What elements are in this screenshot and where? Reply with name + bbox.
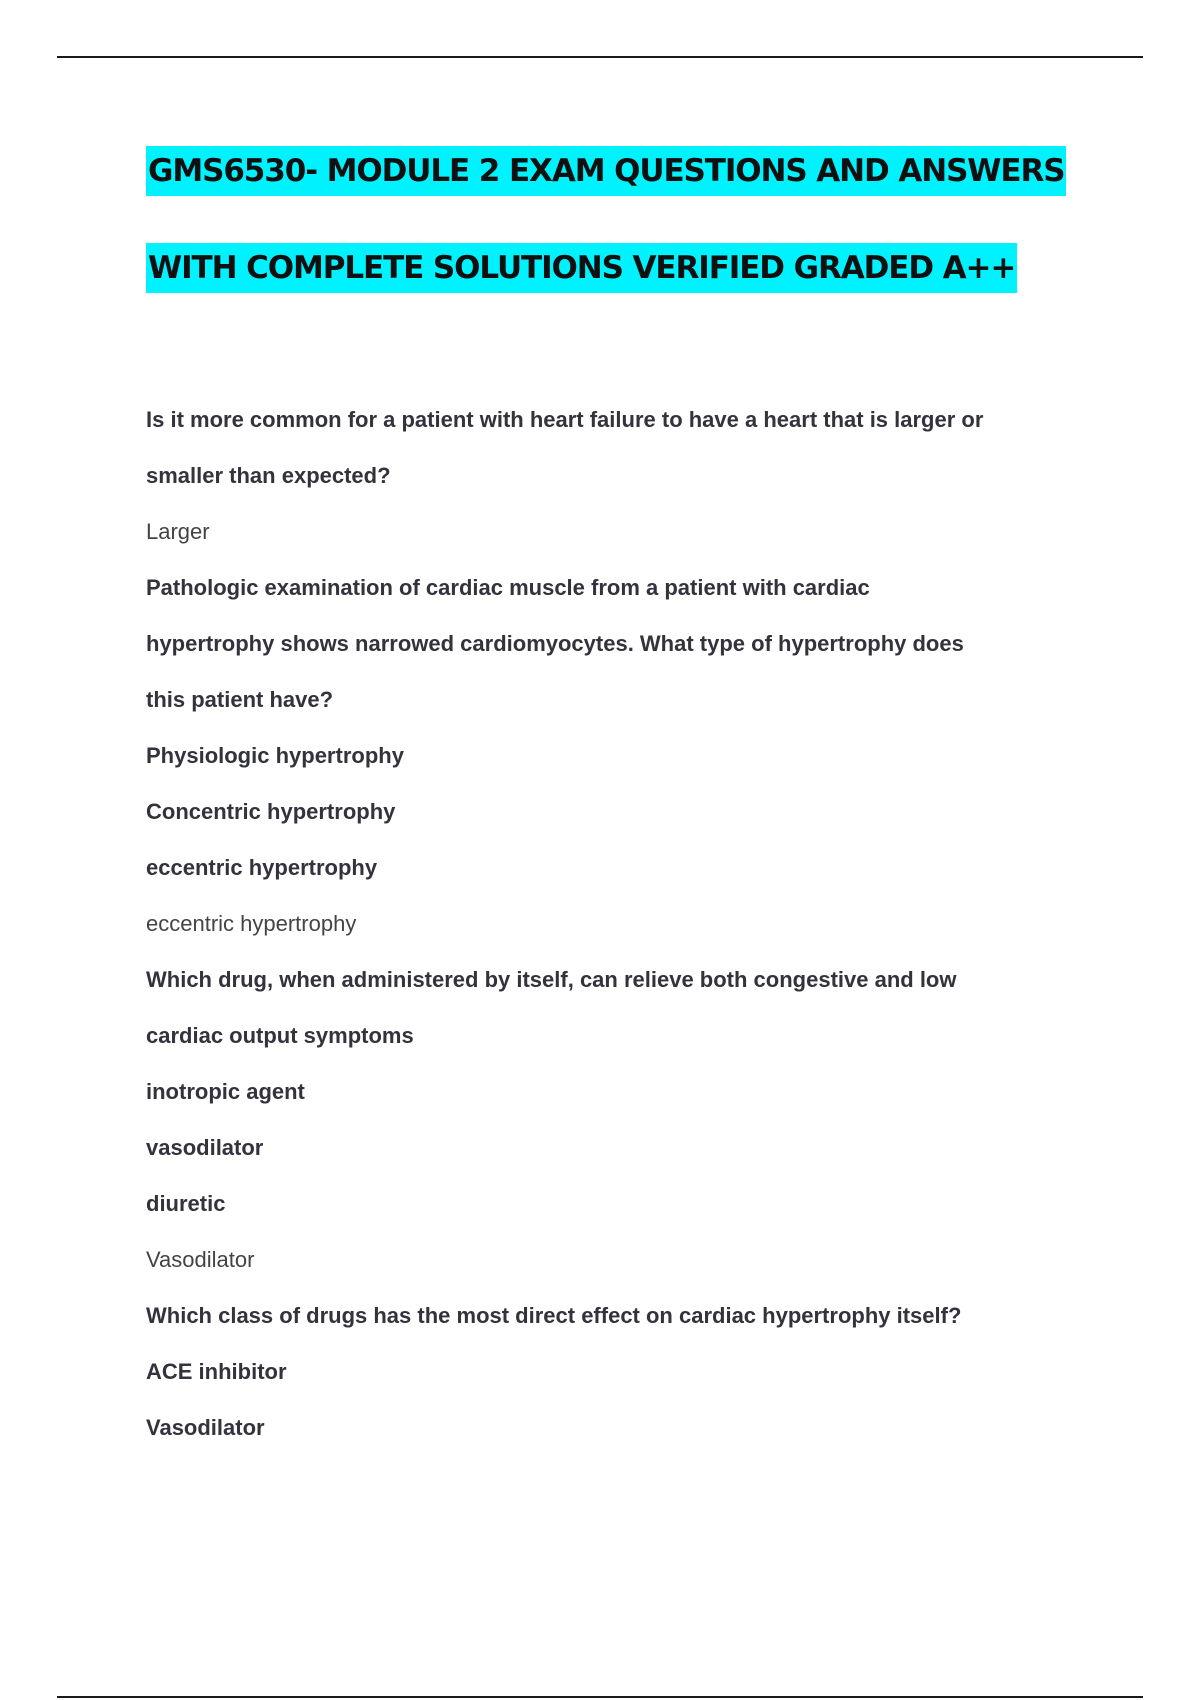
top-rule (57, 56, 1143, 58)
question-line: Which class of drugs has the most direct effect on cardiac hypertrophy itself? (146, 1303, 962, 1328)
question-line: Which drug, when administered by itself, can relieve both congestive and low (146, 967, 957, 992)
question-line: Is it more common for a patient with heart failure to have a heart that is larger or (146, 407, 984, 432)
question-line: cardiac output symptoms (146, 1023, 414, 1048)
question-line: smaller than expected? (146, 463, 391, 488)
answer: eccentric hypertrophy (146, 911, 357, 936)
qa-item-3 (146, 952, 1086, 1288)
answer-option: ACE inhibitor (146, 1359, 287, 1384)
question-line: this patient have? (146, 687, 334, 712)
answer-option: Vasodilator (146, 1415, 265, 1440)
question-line: hypertrophy shows narrowed cardiomyocytes. What type of hypertrophy does (146, 631, 964, 656)
document-title-line-1: GMS6530- MODULE 2 EXAM QUESTIONS AND ANSWERS (146, 146, 1066, 196)
qa-item-4 (146, 1288, 1086, 1456)
answer-option: vasodilator (146, 1135, 264, 1160)
answer: Larger (146, 519, 210, 544)
answer: Vasodilator (146, 1247, 255, 1272)
answer-option: eccentric hypertrophy (146, 855, 378, 880)
answer-option: Physiologic hypertrophy (146, 743, 404, 768)
bottom-rule (57, 1696, 1143, 1698)
answer-option: Concentric hypertrophy (146, 799, 396, 824)
answer-option: inotropic agent (146, 1079, 305, 1104)
qa-item-1 (146, 392, 1086, 560)
question-line: Pathologic examination of cardiac muscle from a patient with cardiac (146, 575, 870, 600)
document-title-line-2: WITH COMPLETE SOLUTIONS VERIFIED GRADED A++ (146, 243, 1017, 293)
qa-item-2 (146, 560, 1086, 952)
qa-content (146, 392, 1086, 1456)
answer-option: diuretic (146, 1191, 226, 1216)
